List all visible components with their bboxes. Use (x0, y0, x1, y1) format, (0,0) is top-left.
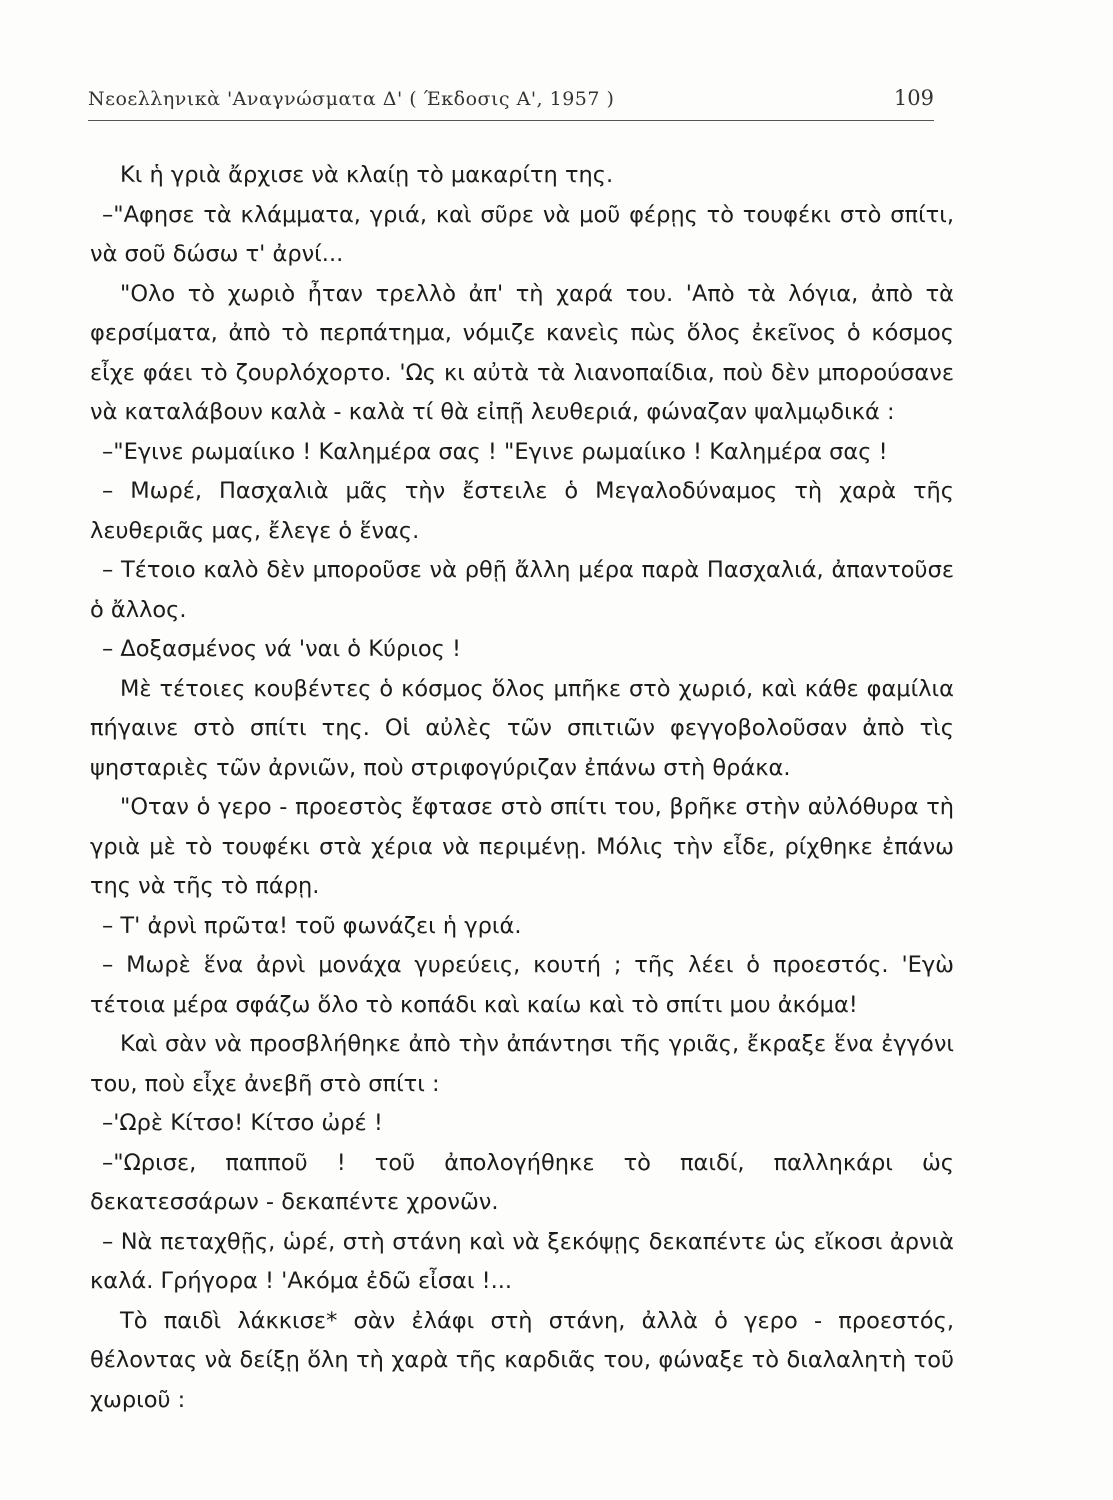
paragraph: Καὶ σὰν νὰ προσβλήθηκε ἀπὸ τὴν ἀπάντησι τῆς γριᾶς, ἔκραξε ἕνα ἐγγόνι του, ποὺ εἶχε ἀνεβῆ στὸ σπίτι : (90, 1031, 954, 1097)
dialogue-line: – Τ' ἀρνὶ πρῶτα! τοῦ φωνάζει ἡ γριά. (102, 912, 522, 939)
dialogue-line: – Μωρέ, Πασχαλιὰ μᾶς τὴν ἔστειλε ὁ Μεγαλοδύναμος τὴ χαρὰ τῆς λευθεριᾶς μας, ἔλεγε ὁ ἕνας. (90, 478, 954, 544)
paragraph: Τὸ παιδὶ λάκκισε* σὰν ἐλάφι στὴ στάνη, ἀλλὰ ὁ γερο - προεστός, θέλοντας νὰ δείξῃ ὅλη τὴ χαρὰ τῆς καρδιᾶς του, φώναξε τὸ διαλαλητὴ τοῦ χωριοῦ : (90, 1307, 954, 1413)
paragraph: "Ολο τὸ χωριὸ ἦταν τρελλὸ ἀπ' τὴ χαρά του. 'Απὸ τὰ λόγια, ἀπὸ τὰ φερσίματα, ἀπὸ τὸ περπάτημα, νόμιζε κανεὶς πὼς ὅλος ἐκεῖνος ὁ κόσμος εἶχε φάει τὸ ζουρλόχορτο. 'Ως κι αὐτὰ τὰ λιανοπαίδια, ποὺ δὲν μπορούσανε νὰ καταλάβουν καλὰ - καλὰ τί θὰ εἰπῇ λευθεριά, φώναζαν ψαλμῳδικά : (90, 280, 954, 425)
text-body (90, 156, 954, 1420)
dialogue-line: – Νὰ πεταχθῇς, ὡρέ, στὴ στάνη καὶ νὰ ξεκόψῃς δεκαπέντε ὡς εἴκοσι ἀρνιὰ καλά. Γρήγορα ! 'Ακόμα ἐδῶ εἶσαι !... (90, 1228, 954, 1294)
dialogue-line: – Δοξασμένος νά 'ναι ὁ Κύριος ! (102, 636, 462, 662)
paragraph: Κι ἡ γριὰ ἄρχισε νὰ κλαίῃ τὸ μακαρίτη της. (120, 162, 614, 188)
dialogue-line: –'Ωρὲ Κίτσο! Κίτσο ὠρέ ! (102, 1110, 383, 1136)
page-number: 109 (893, 86, 934, 110)
dialogue-line: – Μωρὲ ἕνα ἀρνὶ μονάχα γυρεύεις, κουτή ; τῆς λέει ὁ προεστός. 'Εγὼ τέτοια μέρα σφάζω ὅλο τὸ κοπάδι καὶ καίω καὶ τὸ σπίτι μου ἀκόμα! (90, 952, 954, 1018)
dialogue-line: –"Αφησε τὰ κλάμματα, γριά, καὶ σῦρε νὰ μοῦ φέρῃς τὸ τουφέκι στὸ σπίτι, νὰ σοῦ δώσω τ' ἀρνί... (90, 201, 954, 267)
running-header (88, 86, 934, 121)
dialogue-line: –"Εγινε ρωμαίικο ! Καλημέρα σας ! "Εγινε ρωμαίικο ! Καλημέρα σας ! (102, 438, 888, 465)
dialogue-line: –"Ωρισε, παπποῦ ! τοῦ ἀπολογήθηκε τὸ παιδί, παλληκάρι ὡς δεκατεσσάρων - δεκαπέντε χρονῶν. (90, 1149, 954, 1215)
book-title: Νεοελληνικὰ 'Αναγνώσματα Δ' ( Έκδοσις Α', 1957 ) (88, 88, 615, 110)
paragraph: Μὲ τέτοιες κουβέντες ὁ κόσμος ὅλος μπῆκε στὸ χωριό, καὶ κάθε φαμίλια πήγαινε στὸ σπίτι της. Οἱ αὐλὲς τῶν σπιτιῶν φεγγοβολοῦσαν ἀπὸ τὶς ψησταριὲς τῶν ἀρνιῶν, ποὺ στριφογύριζαν ἐπάνω στὴ θράκα. (90, 675, 954, 781)
dialogue-line: – Τέτοιο καλὸ δὲν μποροῦσε νὰ ρθῇ ἄλλη μέρα παρὰ Πασχαλιά, ἀπαντοῦσε ὁ ἄλλος. (90, 557, 954, 623)
paragraph: "Οταν ὁ γερο - προεστὸς ἔφτασε στὸ σπίτι του, βρῆκε στὴν αὐλόθυρα τὴ γριὰ μὲ τὸ τουφέκι στὰ χέρια νὰ περιμένῃ. Μόλις τὴν εἶδε, ρίχθηκε ἐπάνω της νὰ τῆς τὸ πάρῃ. (90, 794, 954, 899)
